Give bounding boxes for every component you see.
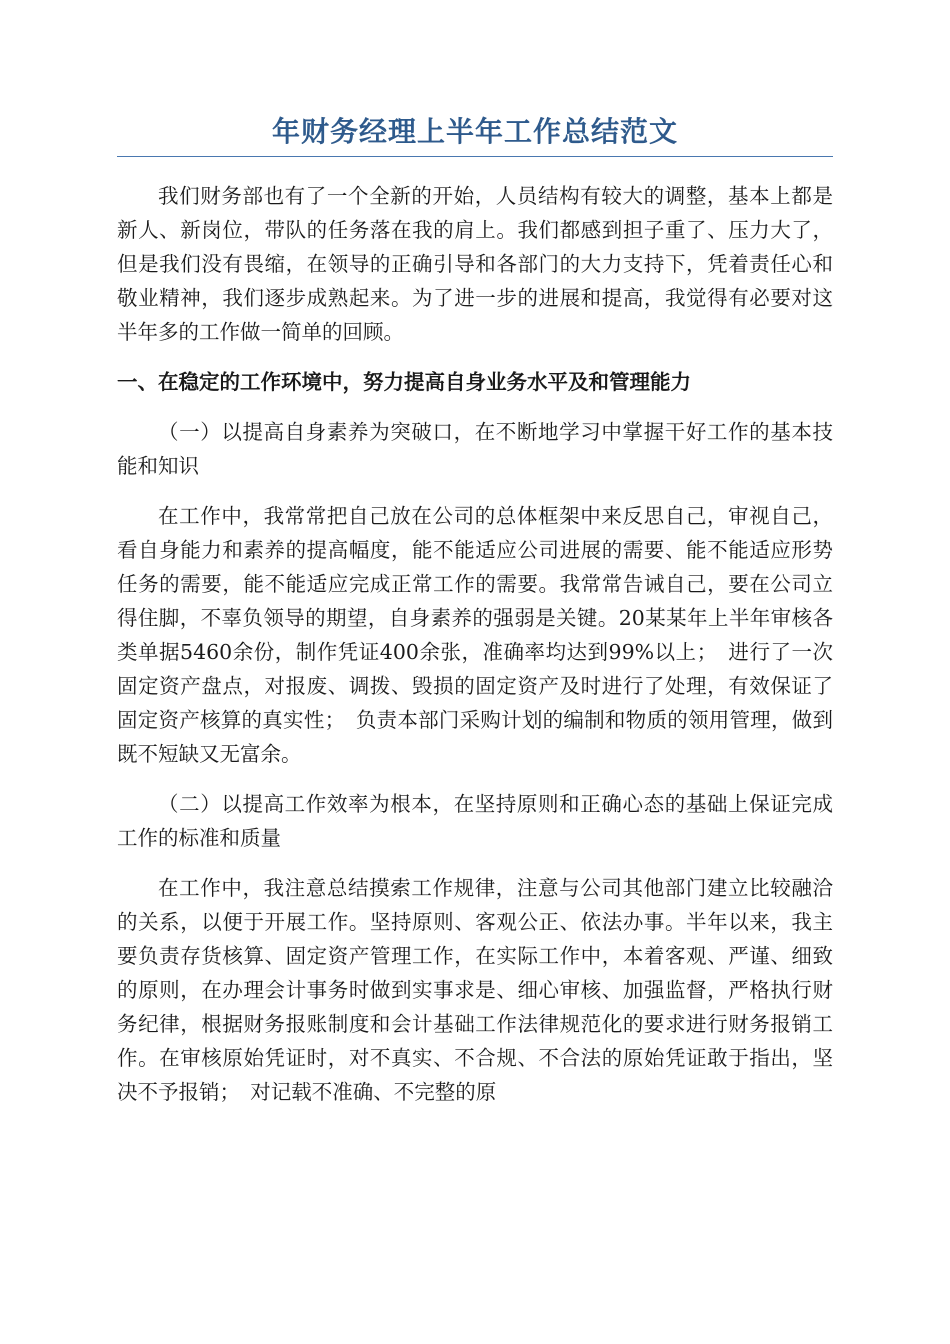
subsection-2-heading: （二）以提高工作效率为根本，在坚持原则和正确心态的基础上保证完成工作的标准和质量 [117, 792, 833, 850]
document-page [117, 110, 833, 1109]
document-title: 年财务经理上半年工作总结范文 [117, 110, 833, 157]
subsection-2-body: 在工作中，我注意总结摸索工作规律，注意与公司其他部门建立比较融洽的关系，以便于开展工作。坚持原则、客观公正、依法办事。半年以来，我主要负责存货核算、固定资产管理工作，在实际工作中，本着客观、严谨、细致的原则，在办理会计事务时做到实事求是、细心审核、加强监督，严格执行财务纪律，根据财务报账制度和会计基础工作法律规范化的要求进行财务报销工作。在审核原始凭证时，对不真实、不合规、不合法的原始凭证敢于指出，坚决不予报销； 对记载不准确、不完整的原 [117, 876, 833, 1104]
subsection-1-heading: （一）以提高自身素养为突破口，在不断地学习中掌握干好工作的基本技能和知识 [117, 420, 833, 478]
section-1-heading: 一、在稳定的工作环境中，努力提高自身业务水平及和管理能力 [117, 370, 691, 394]
subsection-1-body: 在工作中，我常常把自己放在公司的总体框架中来反思自己，审视自己，看自身能力和素养的提高幅度，能不能适应公司进展的需要、能不能适应形势任务的需要，能不能适应完成正常工作的需要。我常常告诫自己，要在公司立得住脚，不辜负领导的期望，自身素养的强弱是关键。20某某年上半年审核各类单据5460余份，制作凭证400余张，准确率均达到99%以上； 进行了一次固定资产盘点，对报废、调拨、毁损的固定资产及时进行了处理，有效保证了固定资产核算的真实性； 负责本部门采购计划的编制和物质的领用管理，做到既不短缺又无富余。 [117, 504, 833, 766]
intro-paragraph: 我们财务部也有了一个全新的开始，人员结构有较大的调整，基本上都是新人、新岗位，带队的任务落在我的肩上。我们都感到担子重了、压力大了，但是我们没有畏缩，在领导的正确引导和各部门的大力支持下，凭着责任心和敬业精神，我们逐步成熟起来。为了进一步的进展和提高，我觉得有必要对这半年多的工作做一简单的回顾。 [117, 184, 833, 344]
